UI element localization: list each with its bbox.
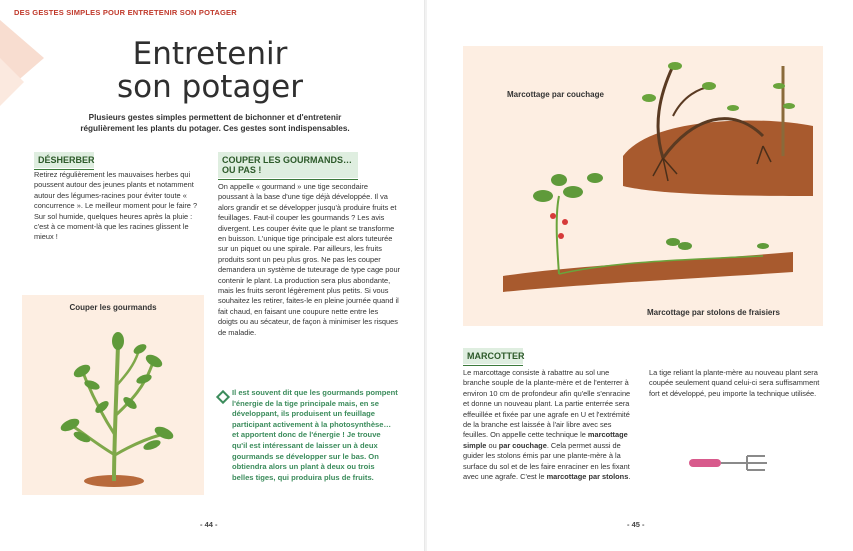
heading-gourmands-line2: OU PAS !: [222, 165, 262, 175]
page-number-left: - 44 -: [200, 520, 218, 529]
illustration-couper-gourmands: [22, 295, 204, 495]
gourmands-text: On appelle « gourmand » une tige secondaire poussant à la base d'une tige déjà développée. Il va alors grandir et se développer jusqu'à produire fruits et feuillages. Faut-il couper les gourmands ? Les avis divergent. Les couper évite que le plant se transforme en buisson. L'unique tige principale est alors tuteurée sur un piquet ou une spirale. Par ailleurs, les fruits produits sont un peu plus gros. Ne pas les couper demandera un système de tuteurage de type cage pour contenir le plant. La production sera plus abondante, mais les fruits seront légèrement plus petits. Si vous souhaitez les retirer, faites-le en pleine journée quand il fait chaud, en faisant une coupure nette entre les doigts ou au sécateur, de façon à minimiser les risques de maladie.: [218, 182, 401, 337]
tip-callout: [218, 388, 398, 508]
marcotter-text-a: Le marcottage consiste à rabattre au sol une branche souple de la plante-mère et de l'enterrer à environ 10 cm de profondeur afin qu'elle s'enracine et donne un nouveau plant. La partie enterrée sera effeuillée et fixée par une agrafe en U et l'extrémité de la branche est laissée à l'air libre avec ses feuilles. On appelle cette technique le: [463, 368, 631, 440]
marcotter-text-col1: [463, 368, 637, 482]
title-line-2: son potager: [117, 69, 303, 105]
heading-gourmands: [218, 152, 358, 178]
page-title: [60, 38, 360, 104]
marcottage-illustration: [463, 46, 823, 326]
marcotter-bold-stolons: marcottage par stolons: [546, 472, 629, 482]
marcotter-text-or: ou: [486, 440, 499, 450]
left-page: [0, 0, 426, 551]
illustration-label: Couper les gourmands: [69, 303, 157, 312]
marcotter-bold-simple: marcottage simple: [463, 430, 628, 450]
running-head: DES GESTES SIMPLES POUR ENTRETENIR SON POTAGER: [14, 8, 237, 17]
marcotter-text-b: . Cela permet aussi de guider les stolons émis par une plante-mère à la surface du sol et de les faire enraciner en les fixant avec une agrafe. C'est le: [463, 440, 630, 482]
garden-fork-tool-icon: [685, 448, 775, 478]
tip-text: Il est souvent dit que les gourmands pompent l'énergie de la tige principale mais, en se développant, ils produisent un feuillage participant activement à la photosynthèse… et apportent donc de l'énergie ! Je trouve qu'il est intéressant de laisser un à deux gourmands se développer sur le bas. On obtiendra alors un plant à deux ou trois belles tiges, qui produira plus de fruits.: [232, 388, 398, 482]
diamond-icon: [216, 390, 230, 404]
illustration-marcottage: [463, 46, 823, 326]
page-number-right: - 45 -: [627, 520, 645, 529]
heading-gourmands-line1: COUPER LES GOURMANDS…: [222, 155, 353, 165]
tomato-plant-illustration: [22, 295, 204, 495]
heading-marcotter: MARCOTTER: [463, 348, 523, 364]
corner-decoration-inner: [0, 58, 24, 106]
marcotter-bold-couchage: par couchage: [498, 440, 547, 450]
intro-text: Plusieurs gestes simples permettent de bichonner et d'entretenir régulièrement les plants du potager. Ces gestes sont indispensables.: [80, 113, 350, 133]
marcotter-text-col2: La tige reliant la plante-mère au nouveau plant sera coupée seulement quand celui-ci sera suffisamment fort et développé, peu importe la technique utilisée.: [649, 368, 820, 398]
label-couchage: Marcottage par couchage: [507, 90, 604, 99]
desherber-text: Retirez régulièrement les mauvaises herbes qui poussent autour des jeunes plants et notamment autour des légumes-racines pour éviter toute « concurrence ». Le meilleur moment pour le faire ? Sur sol humide, quelques heures après la pluie : c'est à ce moment-là que les racines glissent le mieux !: [34, 170, 198, 242]
title-line-1: Entretenir: [132, 36, 288, 72]
marcotter-text-end: .: [628, 472, 631, 482]
heading-desherber: DÉSHERBER: [34, 152, 94, 168]
right-page: [427, 0, 853, 551]
label-stolons: Marcottage par stolons de fraisiers: [647, 308, 780, 317]
